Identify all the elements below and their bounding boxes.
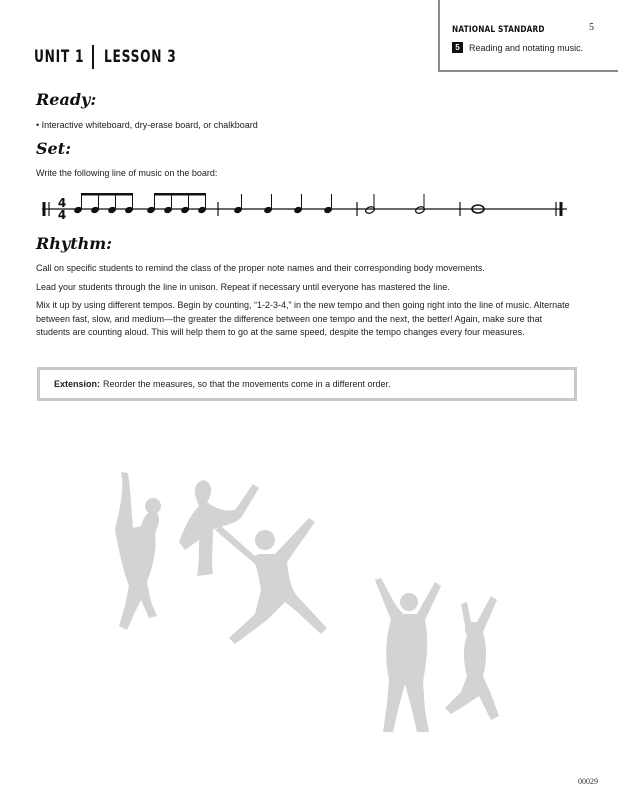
unit-label: UNIT 1 bbox=[34, 47, 85, 67]
measure-quarter-notes bbox=[233, 194, 333, 214]
header-divider bbox=[92, 45, 94, 69]
rhythm-heading: Rhythm: bbox=[36, 234, 113, 253]
standard-divider bbox=[438, 0, 440, 72]
time-signature-top: 4 bbox=[57, 196, 67, 210]
jumping-figure bbox=[445, 596, 499, 720]
unit-lesson-header bbox=[34, 45, 204, 69]
standard-text: Reading and notating music. bbox=[469, 42, 584, 53]
rhythm-paragraph: Call on specific students to remind the class of the proper note names and their corresponding body movements. bbox=[36, 263, 485, 273]
set-instruction: Write the following line of music on the board: bbox=[36, 168, 218, 178]
standard-number-badge: 5 bbox=[452, 42, 463, 53]
music-staff-line bbox=[40, 188, 570, 232]
lesson-label: LESSON 3 bbox=[103, 47, 176, 67]
ready-heading: Ready: bbox=[36, 90, 97, 109]
national-standard-item bbox=[452, 42, 583, 53]
page-number: 5 bbox=[589, 22, 594, 33]
jumping-figure bbox=[215, 518, 327, 644]
national-standard-title: NATIONAL STANDARD bbox=[452, 25, 545, 35]
jumping-kids-illustration bbox=[95, 470, 515, 745]
standard-divider-bottom bbox=[438, 70, 618, 72]
measure-eighth-notes bbox=[73, 193, 207, 214]
eighth-note-group-2 bbox=[146, 193, 207, 214]
rhythm-paragraph: Mix it up by using different tempos. Begin by counting, “1-2-3-4,” in the new tempo and then going right into the line of music. Alternate between fast, slow, and medium—the greater the difference between one tempo and the next, the better! Again, make sure that students are counting aloud. This will help them to go at the same speed, despite the tempo changes every four measures. bbox=[36, 300, 570, 337]
document-number: 00029 bbox=[578, 777, 598, 786]
ready-materials: • Interactive whiteboard, dry-erase board, or chalkboard bbox=[36, 120, 258, 130]
extension-box bbox=[37, 367, 577, 401]
rhythm-paragraph: Lead your students through the line in unison. Repeat if necessary until everyone has mastered the line. bbox=[36, 281, 450, 292]
jumping-figure bbox=[115, 472, 161, 630]
time-signature-bottom: 4 bbox=[57, 208, 67, 222]
measure-half-notes bbox=[365, 194, 426, 214]
set-heading: Set: bbox=[36, 139, 72, 158]
extension-label: Extension: bbox=[54, 379, 101, 389]
rhythm-instructions bbox=[36, 262, 576, 345]
extension-text: Reorder the measures, so that the movements come in a different order. bbox=[103, 379, 391, 389]
eighth-note-group-1 bbox=[73, 193, 134, 214]
jumping-figure bbox=[375, 578, 441, 732]
